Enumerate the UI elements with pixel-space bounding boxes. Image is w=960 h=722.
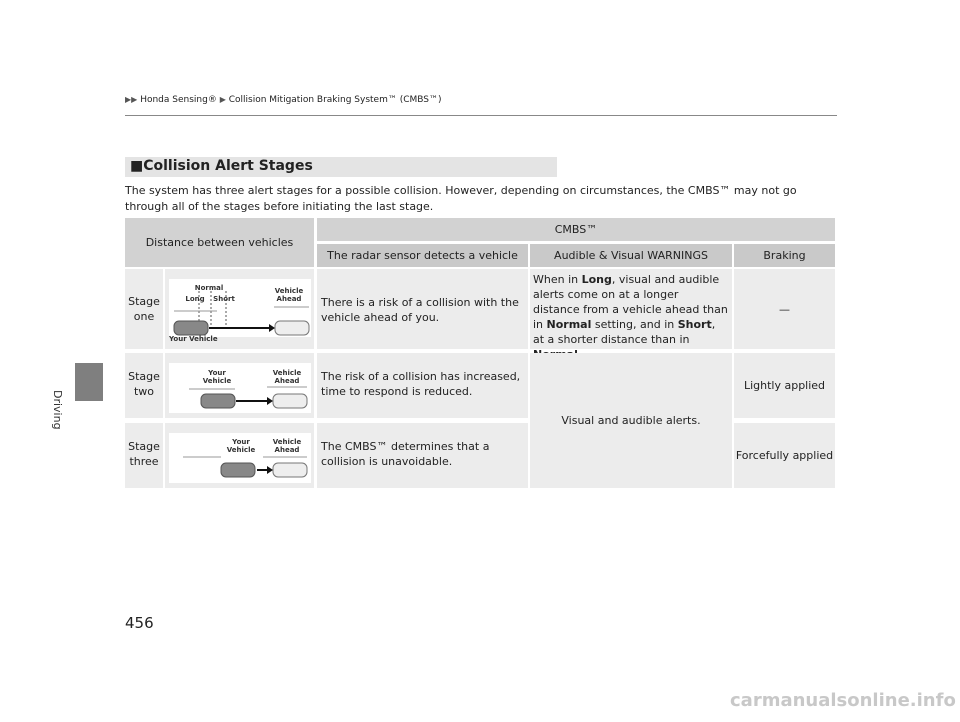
warning-text: , at a shorter distance than in — [533, 318, 716, 346]
stage-two-label: Stage two — [125, 353, 163, 418]
arrow-icon: ▶ — [219, 95, 226, 104]
vehicle-ahead-label: Vehicle Ahead — [274, 287, 304, 303]
warning-emph: Short — [677, 318, 712, 331]
stage-one-radar: There is a risk of a collision with the vehicle ahead of you. — [317, 269, 528, 349]
warning-emph: Long — [581, 273, 612, 286]
short-label: Short — [213, 295, 235, 303]
warning-text: When in — [533, 273, 582, 286]
warning-text: setting, and in — [591, 318, 678, 331]
stage-three-label: Stage three — [125, 423, 163, 488]
shared-warning: Visual and audible alerts. — [530, 353, 732, 488]
header-distance: Distance between vehicles — [125, 218, 314, 267]
header-radar: The radar sensor detects a vehicle — [317, 244, 528, 267]
breadcrumb-item: Collision Mitigation Braking System™ (CMBS™) — [228, 95, 442, 105]
stage-three-braking: Forcefully applied — [734, 423, 835, 488]
stage-one-warning — [530, 269, 732, 349]
stage-one-label: Stage one — [125, 269, 163, 349]
your-vehicle-label: Your Vehicle — [226, 438, 256, 454]
warning-emph: Normal — [546, 318, 592, 331]
your-vehicle-label: Your Vehicle — [202, 369, 232, 385]
stage-two-diagram — [169, 363, 311, 413]
header-cmbs: CMBS™ — [317, 218, 835, 241]
normal-label: Normal — [194, 284, 224, 292]
breadcrumb-item: Honda Sensing® — [140, 95, 217, 105]
header-rule — [125, 115, 837, 116]
long-label: Long — [185, 295, 205, 303]
watermark: carmanualsonline.info — [730, 690, 956, 711]
stage-one-braking: — — [734, 269, 835, 349]
side-tab-label: Driving — [51, 390, 64, 430]
page-number: 456 — [125, 614, 154, 632]
header-warnings: Audible & Visual WARNINGS — [530, 244, 732, 267]
arrow-icon: ▶▶ — [125, 95, 138, 104]
stage-two-diagram-cell — [165, 353, 314, 418]
stage-two-radar: The risk of a collision has increased, time to respond is reduced. — [317, 353, 528, 418]
vehicle-ahead-label: Vehicle Ahead — [272, 438, 302, 454]
side-tab-marker — [75, 363, 103, 401]
section-title: ■Collision Alert Stages — [130, 158, 313, 174]
breadcrumb — [125, 95, 442, 105]
intro-text: The system has three alert stages for a possible collision. However, depending on circumstances, the CMBS™ may not go through all of the stages before initiating the last stage. — [125, 184, 797, 213]
vehicle-ahead-label: Vehicle Ahead — [272, 369, 302, 385]
header-braking: Braking — [734, 244, 835, 267]
warning-text: , visual and audible alerts come on at a longer distance from a vehicle ahead than in — [533, 273, 728, 331]
stage-three-diagram-cell — [165, 423, 314, 488]
stage-three-radar: The CMBS™ determines that a collision is unavoidable. — [317, 423, 528, 488]
your-vehicle-label: Your Vehicle — [169, 335, 218, 343]
section-heading — [125, 157, 557, 177]
stage-one-diagram — [169, 279, 311, 337]
stage-one-diagram-cell — [165, 269, 314, 349]
stage-three-diagram — [169, 433, 311, 483]
stage-two-braking: Lightly applied — [734, 353, 835, 418]
